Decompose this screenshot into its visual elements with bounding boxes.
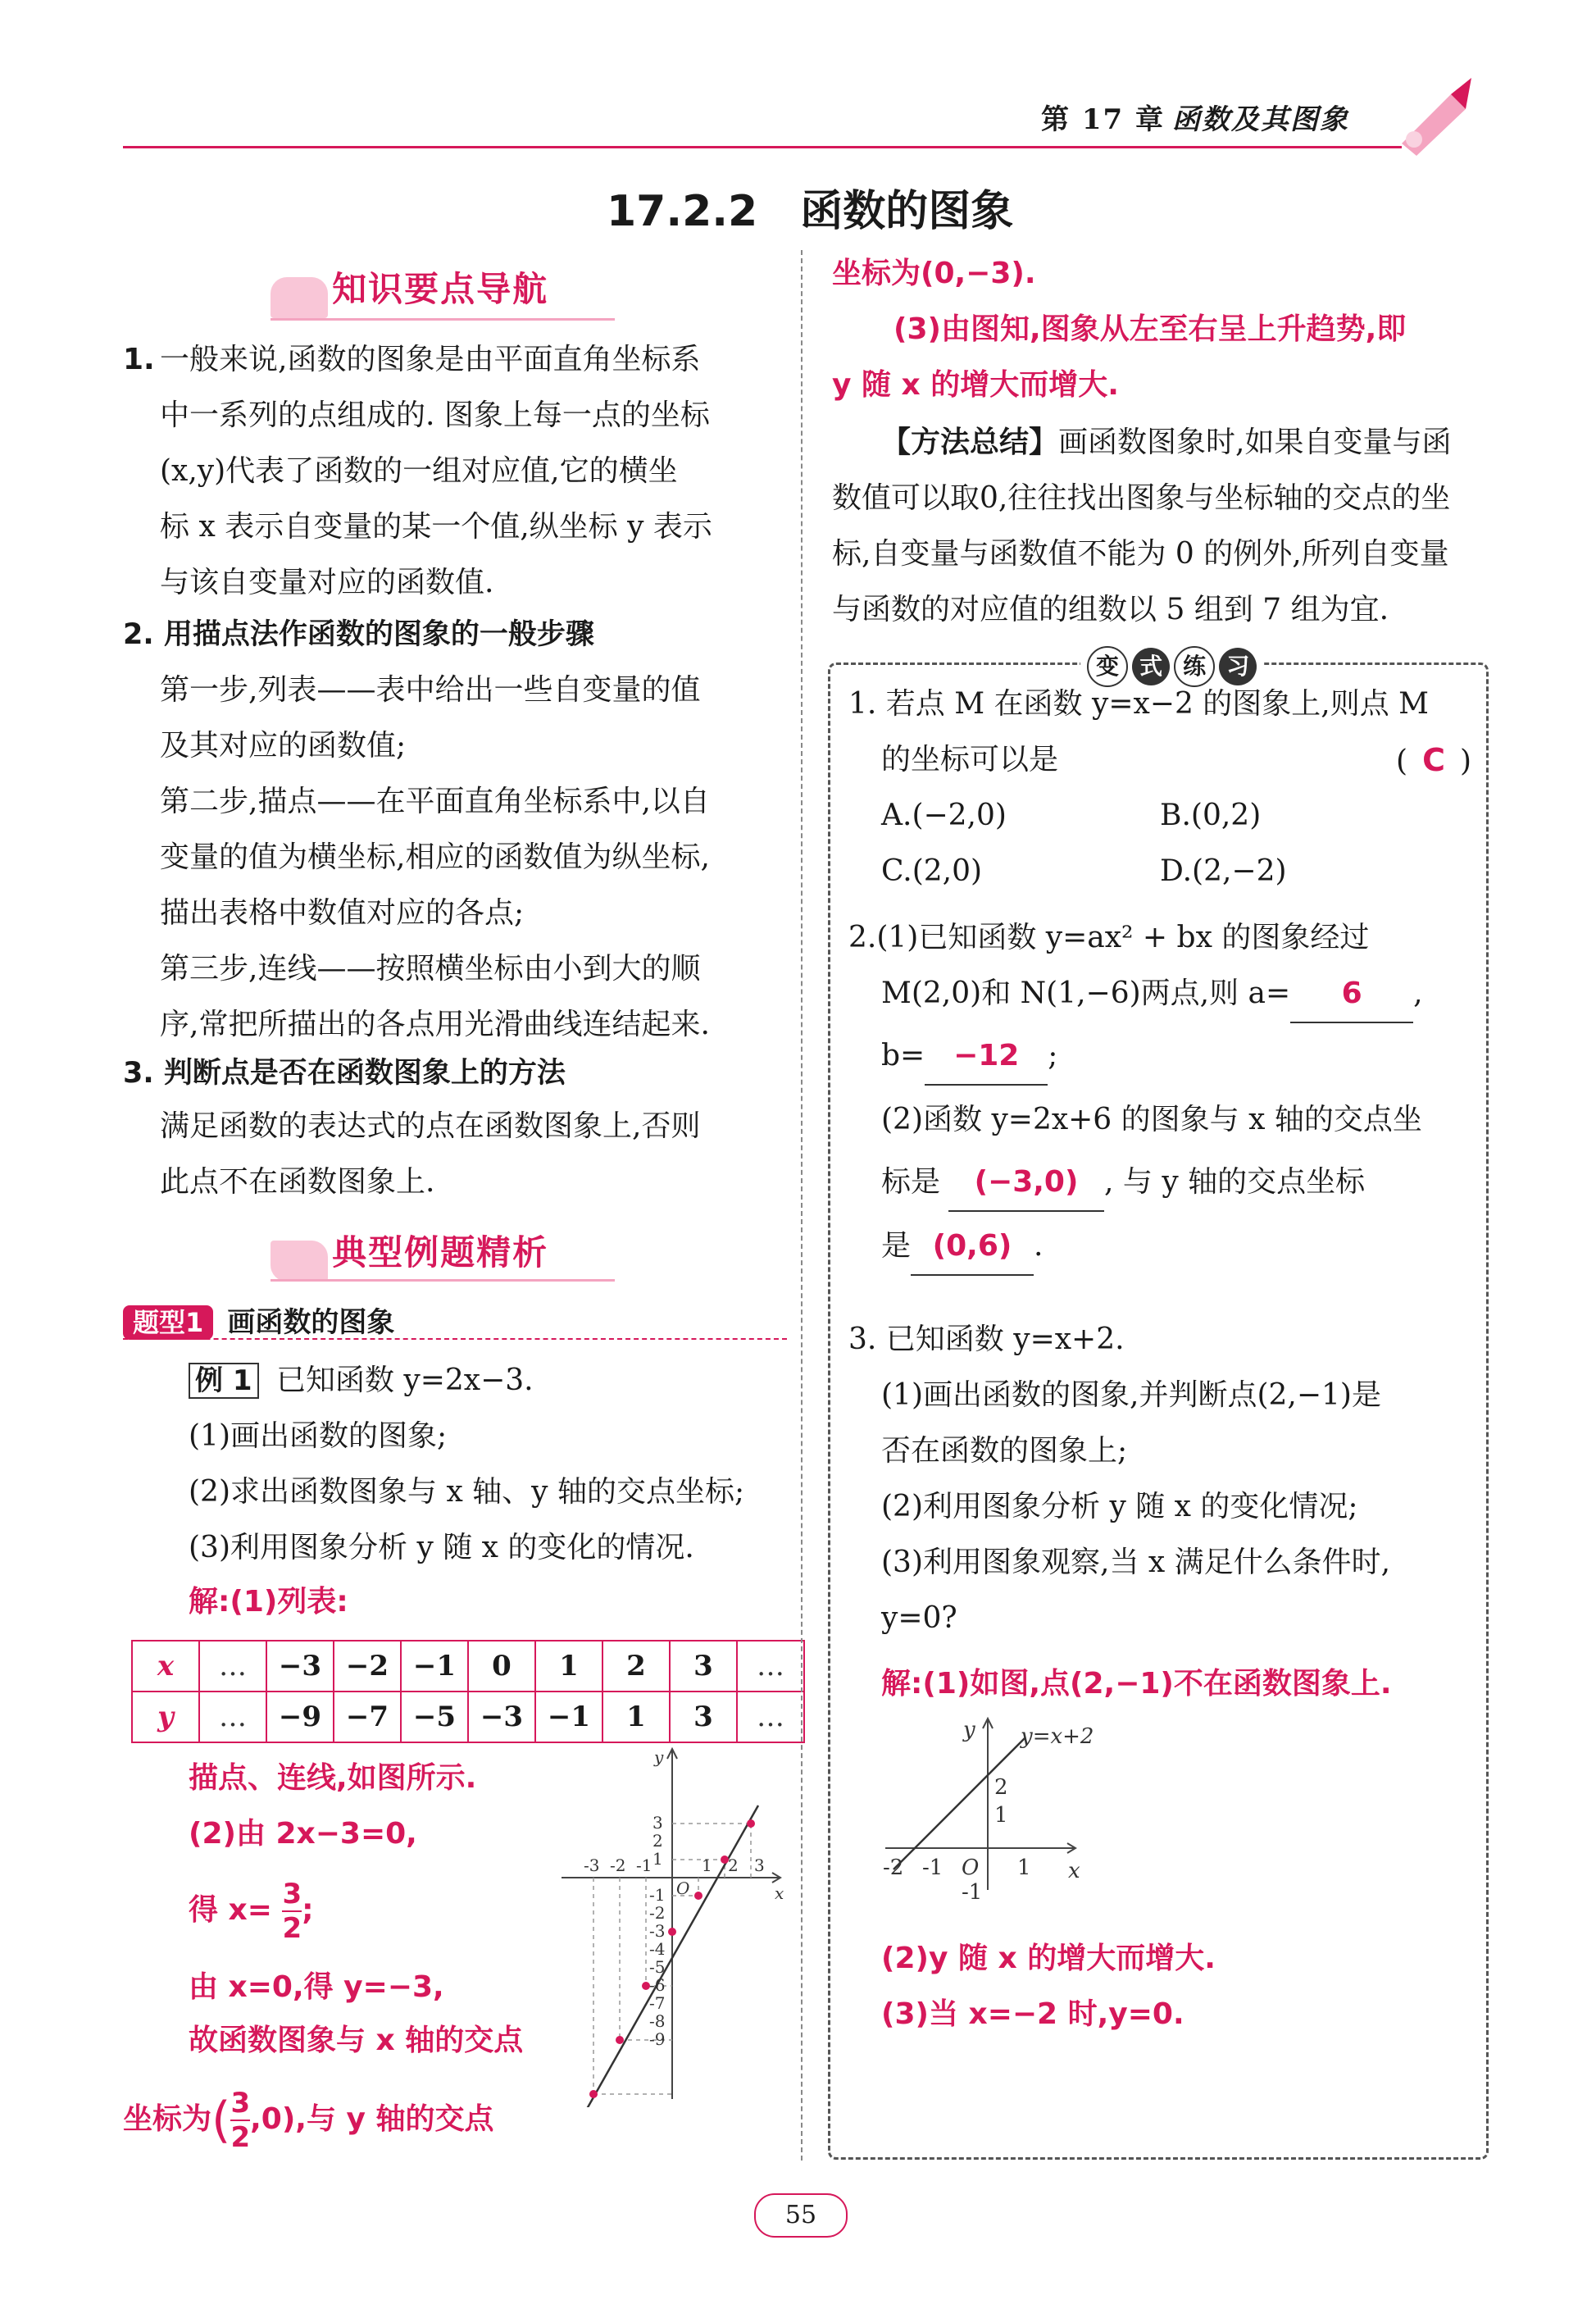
x-tick: -3	[584, 1855, 600, 1875]
y-tick: -3	[649, 1921, 666, 1941]
y-tick: -5	[649, 1957, 666, 1977]
table-cell: 3	[670, 1692, 737, 1742]
type-badge: 题型1	[123, 1305, 213, 1340]
practice-title-char: 习	[1219, 648, 1257, 685]
table-cell: 3	[670, 1641, 737, 1692]
knowledge-1: 一般来说,函数的图象是由平面直角坐标系 中一系列的点组成的. 图象上每一点的坐标 (x,y)代表了函数的一组对应值,它的横坐 标 x 表示自变量的某一个值,纵坐标 y 表示 与该自变量对应的函数值.	[160, 343, 712, 599]
column-divider	[801, 250, 803, 2161]
y-label: y	[654, 1747, 664, 1767]
x-label: x	[1068, 1859, 1080, 1883]
x-tick: 3	[754, 1855, 765, 1875]
solution-line-5: 故函数图象与 x 轴的交点	[189, 2024, 524, 2057]
value-table	[131, 1640, 805, 1743]
table-cell: x	[132, 1641, 199, 1692]
knowledge-2-title: 2. 用描点法作函数的图象的一般步骤	[123, 618, 594, 651]
y-tick: -9	[649, 2029, 666, 2049]
answer-2c: (−3,0)	[948, 1154, 1104, 1212]
table-cell: …	[199, 1692, 266, 1742]
y-tick: -8	[649, 2011, 666, 2031]
q3-solution-1: 解:(1)如图,点(2,−1)不在函数图象上.	[881, 1667, 1392, 1701]
table-cell: 1	[535, 1641, 602, 1692]
x-label: x	[775, 1883, 784, 1903]
table-cell: 0	[468, 1641, 535, 1692]
table-cell: −7	[334, 1692, 401, 1742]
header-rule	[123, 146, 1402, 148]
table-cell: y	[132, 1692, 199, 1742]
practice-title-char: 练	[1174, 646, 1215, 687]
q3-solution-3: (3)当 x=−2 时,y=0.	[881, 1997, 1184, 2031]
continued-line-3: y 随 x 的增大而增大.	[832, 368, 1119, 402]
y-tick: -1	[962, 1880, 983, 1902]
x-tick: 1	[1017, 1855, 1031, 1880]
pencil-icon	[1394, 74, 1484, 156]
y-tick: -1	[649, 1885, 666, 1905]
type-rule	[123, 1338, 787, 1340]
origin-label: O	[676, 1878, 690, 1898]
chapter-label: 第 17 章	[1041, 103, 1165, 136]
answer-2d: (0,6)	[911, 1218, 1034, 1276]
banner-icon	[271, 277, 328, 318]
method-summary: 【方法总结】画函数图象时,如果自变量与函 数值可以取0,往往找出图象与坐标轴的交点的坐 标,自变量与函数值不能为 0 的例外,所列自变量 与函数的对应值的组数以 5 组到 7 组为宜.	[832, 426, 1452, 626]
knowledge-banner	[271, 262, 548, 318]
origin-label: O	[962, 1855, 980, 1880]
table-cell: 1	[602, 1692, 670, 1742]
table-cell: −2	[334, 1641, 401, 1692]
y-tick: 1	[652, 1849, 663, 1869]
table-cell: −3	[266, 1641, 334, 1692]
table-cell: −3	[468, 1692, 535, 1742]
banner-rule	[271, 318, 615, 321]
answer-1: C	[1422, 742, 1445, 778]
table-row-y	[132, 1692, 804, 1742]
practice-title-char: 式	[1132, 648, 1170, 685]
graph-y-x-2	[881, 1714, 1111, 1902]
example-statement: 例 1 已知函数 y=2x−3.	[189, 1353, 534, 1409]
knowledge-2: 第一步,列表——表中给出一些自变量的值 及其对应的函数值; 第二步,描点——在平面直角坐标系中,以自 变量的值为横坐标,相应的函数值为纵坐标, 描出表格中数值对应的各点; 第三步,连线——按照横坐标由小到大的顺 序,常把所描出的各点用光滑曲线连结起来.	[160, 673, 710, 1041]
banner-rule	[271, 1279, 615, 1282]
banner-title: 典型例题精析	[332, 1232, 549, 1273]
answer-2a: 6	[1290, 966, 1413, 1023]
question-2: 2.(1)已知函数 y=ax² + bx 的图象经过 M(2,0)和 N(1,−6)两点,则 a= 6 , b= −12 ; (2)函数 y=2x+6 的图象与 x 轴的交点坐 标是 (−3,0) , 与 y 轴的交点坐标 是 (0,6) .	[848, 910, 1471, 1276]
chapter-title: 函数及其图象	[1172, 103, 1349, 136]
x-tick: 1	[702, 1855, 712, 1875]
solution-line-2: (2)由 2x−3=0,	[189, 1817, 417, 1851]
table-row-x	[132, 1641, 804, 1692]
table-cell: …	[199, 1641, 266, 1692]
practice-title-char: 变	[1087, 646, 1128, 687]
question-3: 3. 已知函数 y=x+2. (1)画出函数的图象,并判断点(2,−1)是 否在函数的图象上; (2)利用图象分析 y 随 x 的变化情况; (3)利用图象观察,当 x 满足什么条件时, y=0?	[848, 1323, 1391, 1635]
continued-line-1: 坐标为(0,−3).	[832, 257, 1036, 290]
solution-line-6: 坐标为( $\frac{3}{2}$ ,0),与 y 轴的交点	[123, 2087, 494, 2154]
x-tick: 2	[728, 1855, 739, 1875]
solution-line-1: 描点、连线,如图所示.	[189, 1761, 477, 1795]
table-cell: −1	[401, 1641, 468, 1692]
type-heading	[123, 1300, 394, 1340]
continued-line-2: (3)由图知,图象从左至右呈上升趋势,即	[893, 312, 1407, 346]
x-tick: -1	[636, 1855, 652, 1875]
example-banner	[271, 1226, 548, 1282]
table-cell: 2	[602, 1641, 670, 1692]
method-label: 【方法总结】	[881, 426, 1059, 459]
table-cell: −5	[401, 1692, 468, 1742]
banner-icon	[271, 1241, 328, 1282]
y-tick: -4	[649, 1939, 666, 1959]
x-tick: -1	[922, 1855, 944, 1880]
solution-line-3: 得 x= $\frac{3}{2}$ ;	[189, 1878, 314, 1945]
banner-title: 知识要点导航	[332, 269, 549, 309]
y-label: y	[963, 1718, 975, 1742]
line-label: y=x+2	[1021, 1724, 1094, 1749]
knowledge-1-num: 1.	[123, 343, 155, 376]
answer-2b: −12	[925, 1028, 1048, 1086]
x-tick: -2	[883, 1855, 904, 1880]
y-tick: -6	[649, 1975, 666, 1995]
table-cell: −9	[266, 1692, 334, 1742]
y-tick: -2	[649, 1903, 666, 1923]
solution-head: 解:(1)列表:	[189, 1585, 348, 1619]
x-tick: -2	[610, 1855, 626, 1875]
y-tick: 2	[652, 1831, 663, 1851]
knowledge-3: 满足函数的表达式的点在函数图象上,否则 此点不在函数图象上.	[160, 1109, 701, 1199]
example-label: 例 1	[189, 1363, 259, 1399]
y-tick: -7	[649, 1993, 666, 2013]
question-1: 1. 若点 M 在函数 y=x−2 的图象上,则点 M 的坐标可以是 ( C ) A.(−2,0) B.(0,2) C.(2,0) D.(2,−2)	[848, 687, 1471, 888]
type-title: 画函数的图象	[227, 1306, 395, 1339]
knowledge-3-title: 3. 判断点是否在函数图象上的方法	[123, 1057, 566, 1090]
page-number: 55	[754, 2193, 848, 2238]
table-cell: …	[737, 1641, 804, 1692]
graph-y-2x-3	[557, 1746, 795, 2107]
y-tick: 3	[652, 1813, 663, 1833]
table-cell: …	[737, 1692, 804, 1742]
q3-solution-2: (2)y 随 x 的增大而增大.	[881, 1942, 1216, 1975]
example-questions: (1)画出函数的图象; (2)求出函数图象与 x 轴、y 轴的交点坐标; (3)利用图象分析 y 随 x 的变化的情况.	[189, 1419, 745, 1564]
y-tick: 1	[994, 1803, 1008, 1828]
y-tick: 2	[994, 1775, 1008, 1800]
page-title: 17.2.2 函数的图象	[607, 187, 1014, 236]
table-cell: −1	[535, 1692, 602, 1742]
solution-line-4: 由 x=0,得 y=−3,	[189, 1970, 444, 2004]
